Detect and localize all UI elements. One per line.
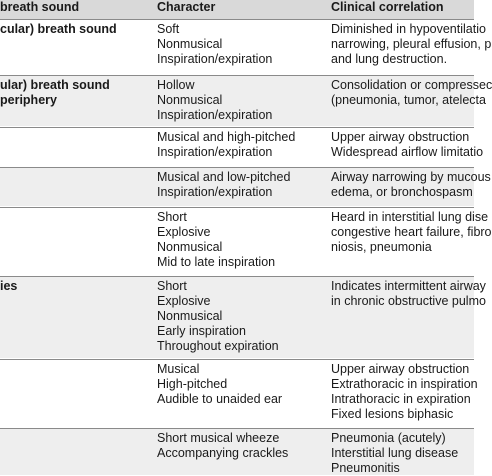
clinical-correlation-cell-line: and lung destruction. — [331, 52, 448, 66]
clinical-correlation-cell-line: congestive heart failure, fibro — [331, 225, 492, 239]
row-divider — [0, 19, 474, 20]
table-row — [0, 429, 474, 475]
character-cell-line: Inspiration/expiration — [157, 108, 273, 122]
clinical-correlation-cell-line: Diminished in hypoventilatio — [331, 22, 486, 36]
clinical-correlation-cell — [331, 210, 492, 255]
character-cell-line: Inspiration/expiration — [157, 185, 273, 199]
breath-sound-cell-line: ies — [0, 279, 18, 293]
breath-sound-cell — [0, 279, 17, 294]
row-divider — [0, 207, 474, 208]
character-cell-line: Nonmusical — [157, 309, 223, 323]
header-character: Character — [157, 0, 216, 14]
character-cell-line: Nonmusical — [157, 93, 223, 107]
table-row — [0, 128, 484, 166]
clinical-correlation-cell-line: Upper airway obstruction — [331, 362, 470, 376]
clinical-correlation-cell-line: Intrathoracic in expiration — [331, 392, 471, 406]
character-cell-line: Explosive — [157, 294, 211, 308]
clinical-correlation-cell-line: (pneumonia, tumor, atelecta — [331, 93, 486, 107]
character-cell-line: Hollow — [157, 78, 195, 92]
breath-sound-cell-line: cular) breath sound — [0, 22, 117, 36]
clinical-correlation-cell-line: Consolidation or compressec — [331, 78, 492, 92]
breath-sound-cell — [0, 22, 117, 37]
clinical-correlation-cell-line: edema, or bronchospasm — [331, 185, 473, 199]
row-divider — [0, 167, 474, 168]
table-row — [0, 360, 478, 427]
character-cell-line: Musical and high-pitched — [157, 130, 296, 144]
clinical-correlation-cell-line: Interstitial lung disease — [331, 446, 459, 460]
table-row — [0, 20, 492, 74]
clinical-correlation-cell — [331, 130, 483, 160]
row-divider — [0, 428, 474, 429]
character-cell-line: Throughout expiration — [157, 339, 279, 353]
character-cell-line: Musical and low-pitched — [157, 170, 291, 184]
character-cell — [157, 210, 275, 270]
table-row — [0, 277, 486, 358]
header-clinical-correlation: Clinical correlation — [331, 0, 444, 14]
character-cell-line: High-pitched — [157, 377, 228, 391]
breath-sound-cell-line: ular) breath sound — [0, 78, 110, 92]
row-divider — [0, 127, 474, 128]
character-cell-line: Accompanying crackles — [157, 446, 289, 460]
clinical-correlation-cell-line: Pneumonitis — [331, 461, 400, 475]
character-cell-line: Inspiration/expiration — [157, 145, 273, 159]
character-cell-line: Nonmusical — [157, 240, 223, 254]
character-cell-line: Inspiration/expiration — [157, 52, 273, 66]
clinical-correlation-cell — [331, 362, 478, 422]
clinical-correlation-cell — [331, 170, 491, 200]
character-cell-line: Mid to late inspiration — [157, 255, 276, 269]
clinical-correlation-cell-line: Airway narrowing by mucous — [331, 170, 491, 184]
table-row — [0, 208, 492, 275]
character-cell — [157, 279, 279, 354]
clinical-correlation-cell-line: Pneumonia (acutely) — [331, 431, 446, 445]
clinical-correlation-cell-line: niosis, pneumonia — [331, 240, 432, 254]
clinical-correlation-cell — [331, 431, 458, 476]
clinical-correlation-cell-line: Widespread airflow limitatio — [331, 145, 484, 159]
character-cell — [157, 22, 272, 67]
character-cell-line: Short — [157, 210, 187, 224]
character-cell — [157, 170, 290, 200]
character-cell-line: Musical — [157, 362, 200, 376]
character-cell — [157, 431, 288, 461]
breath-sound-cell-line: periphery — [0, 93, 57, 107]
clinical-correlation-cell — [331, 22, 491, 67]
row-divider — [0, 75, 474, 76]
character-cell-line: Early inspiration — [157, 324, 246, 338]
table-header — [0, 0, 474, 19]
table-row — [0, 76, 492, 126]
clinical-correlation-cell-line: in chronic obstructive pulmo — [331, 294, 486, 308]
character-cell-line: Explosive — [157, 225, 211, 239]
clinical-correlation-cell-line: Heard in interstitial lung dise — [331, 210, 489, 224]
clinical-correlation-cell-line: narrowing, pleural effusion, p — [331, 37, 492, 51]
clinical-correlation-cell-line: Upper airway obstruction — [331, 130, 470, 144]
character-cell-line: Short — [157, 279, 187, 293]
row-divider — [0, 359, 474, 360]
character-cell — [157, 78, 272, 123]
character-cell-line: Short musical wheeze — [157, 431, 280, 445]
clinical-correlation-cell — [331, 78, 492, 108]
row-divider — [0, 276, 474, 277]
clinical-correlation-cell-line: Fixed lesions biphasic — [331, 407, 454, 421]
table-row — [0, 168, 491, 206]
character-cell-line: Nonmusical — [157, 37, 223, 51]
character-cell-line: Audible to unaided ear — [157, 392, 283, 406]
character-cell — [157, 130, 295, 160]
header-breath-sound: breath sound — [0, 0, 80, 14]
clinical-correlation-cell-line: Indicates intermittent airway — [331, 279, 486, 293]
character-cell — [157, 362, 282, 407]
clinical-correlation-cell-line: Extrathoracic in inspiration — [331, 377, 478, 391]
clinical-correlation-cell — [331, 279, 486, 309]
character-cell-line: Soft — [157, 22, 180, 36]
breath-sound-cell — [0, 78, 110, 108]
